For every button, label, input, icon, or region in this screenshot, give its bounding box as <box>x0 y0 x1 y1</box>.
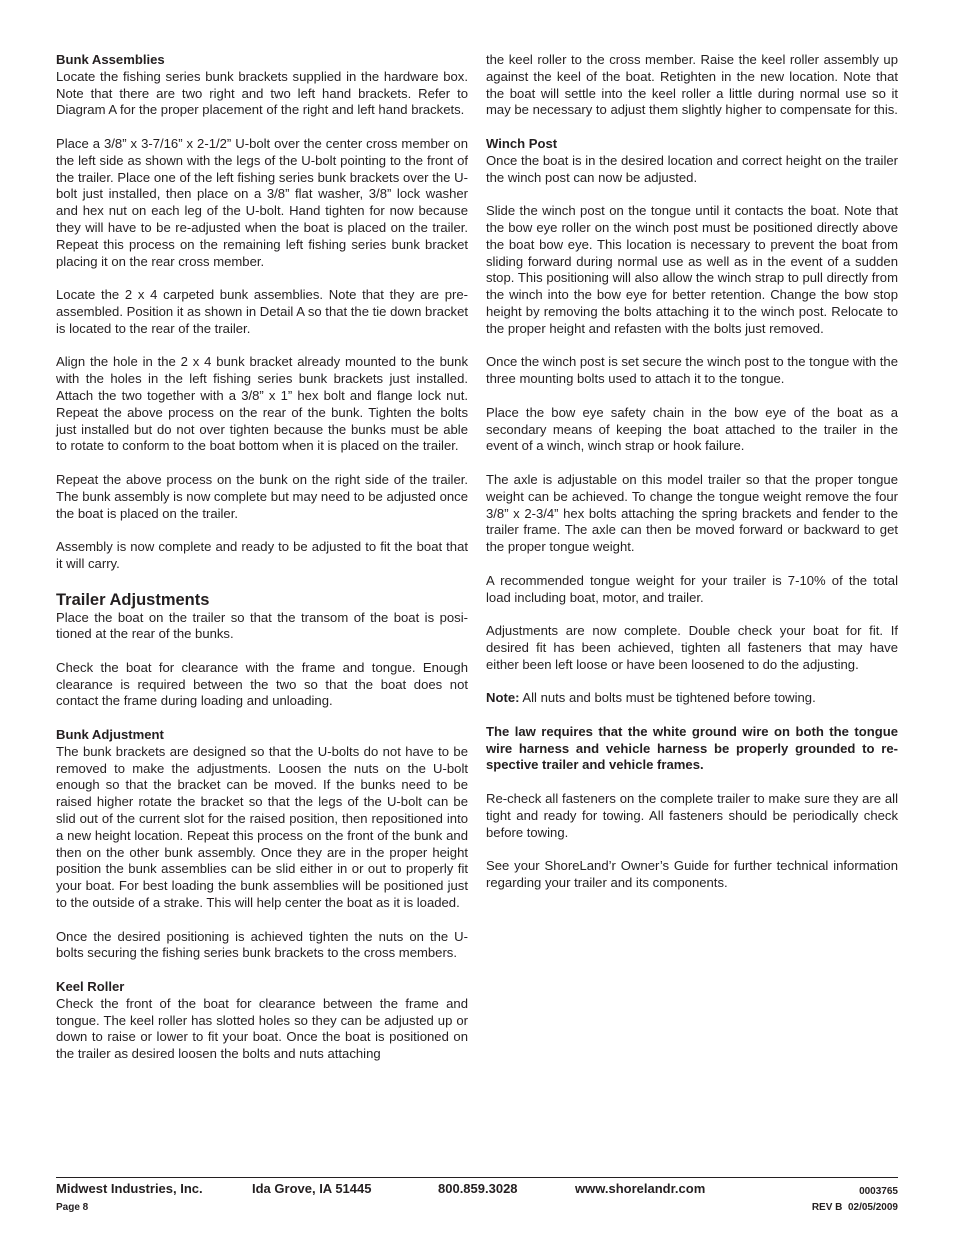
ground-wire-law-paragraph: The law requires that the white ground wire on both the tongue wire harness and vehicle harness be properly grounded to respective trailer and vehicle frames. <box>486 723 898 773</box>
bunk-assemblies-p4: Align the hole in the 2 x 4 bunk bracket already mounted to the bunk with the holes in the left fishing series bunk brackets just installed. Attach the two together with a 3/8” x 1” hex bolt and flange lock nut. Repeat the above process on the rear of the bunk. Tighten the bolts just installed but do not over tighten because the bunks must be able to rotate to conform to the boat bottom when it is placed on the trailer. <box>56 354 468 454</box>
winch-post-p4: Place the bow eye safety chain in the bow eye of the boat as a secondary means of keeping the boat attached to the trailer in the event of a winch, winch strap or hook failure. <box>486 404 898 454</box>
bunk-assemblies-p5: Repeat the above process on the bunk on the right side of the trailer. The bunk assembly is now complete but may need to be adjusted once the boat is placed on the trailer. <box>56 471 468 521</box>
tongue-weight-paragraph: A recommended tongue weight for your trailer is 7-10% of the total load including boat, motor, and trailer. <box>486 572 898 605</box>
bunk-assemblies-p6: Assembly is now complete and ready to be adjusted to fit the boat that it will carry. <box>56 539 468 571</box>
axle-adjustment-paragraph: The axle is adjustable on this model trailer so that the proper tongue weight can be achieved. To change the tongue weight remove the four 3/8” x 2-3/4” hex bolts attaching the spring brackets and fender to the trailer frame. The axle can then be moved forward or backward to get the proper tongue weight. <box>486 471 898 555</box>
winch-post-p1: Once the boat is in the desired location and correct height on the trailer the winch post can now be adjusted. <box>486 152 898 185</box>
winch-post-p2: Slide the winch post on the tongue until it contacts the boat. Note that the bow eye roller on the winch post must be positioned directly above the boat bow eye. This location is necessary to prevent the boat from sliding forward during normal use as well as in the event of a sudden stop. This positioning will also allow the winch strap to pull directly from the winch into the bow eye for better retention. Change the bow stop height by removing the bolts attaching it to the winch post. Relocate to the proper height and refasten with the bolts just removed. <box>486 203 898 336</box>
left-column <box>56 52 468 1063</box>
note-text: All nuts and bolts must be tightened before towing. <box>519 690 816 706</box>
footer-page-number: Page 8 <box>56 1202 89 1213</box>
trailer-adjustments-p1: Place the boat on the trailer so that the transom of the boat is positioned at the rear of the bunks. <box>56 609 468 642</box>
footer-rule <box>56 1177 898 1178</box>
bunk-adjustment-heading: Bunk Adjustment <box>56 727 164 743</box>
bunk-adjustment-p1: The bunk brackets are designed so that the U-bolts do not have to be removed to make the adjustments. Loosen the nuts on the U-bolt enough so that the bracket can be moved. If the bunks need to be raised higher rotate the bracket so that the legs of the U-bolt can be slid out of the current slot for the raised position, then repositioned into a new height location. Repeat this process on the front of the bunk and then on the other bunk assembly. Once they are in the proper height position the bunk assemblies can be slid either in or out to properly fit your boat. For best loading the bunk assemblies will be positioned just to the outside of a strake. This will help center the boat as it is loaded. <box>56 743 468 911</box>
keel-roller-heading: Keel Roller <box>56 979 125 995</box>
footer-website: www.shorelandr.com <box>575 1181 706 1196</box>
bunk-adjustment-p2: Once the desired positioning is achieved tighten the nuts on the U-bolts securing the fishing series bunk brackets to the cross members. <box>56 928 468 961</box>
winch-post-heading: Winch Post <box>486 135 558 151</box>
trailer-adjustments-p2: Check the boat for clearance with the frame and tongue. Enough clearance is required between the two so that the boat does not contact the frame during loading and unloading. <box>56 659 468 709</box>
bunk-assemblies-p2: Place a 3/8” x 3-7/16” x 2-1/2” U-bolt over the center cross member on the left side as shown with the legs of the U-bolt pointing to the front of the trailer. Place one of the left fishing series bunk brackets over the U-bolt just installed, then place on a 3/8” flat washer, 3/8” lock washer and hex nut on each leg of the U-bolt. Hand tighten for now because they will have to be re-adjusted when the boat is placed on the trailer. Repeat this process on the remaining left fishing series bunk bracket placing it on the rear cross member. <box>56 135 468 269</box>
footer-company: Midwest Industries, Inc. <box>56 1181 203 1196</box>
footer-city: Ida Grove, IA 51445 <box>252 1181 372 1196</box>
keel-roller-p1: Check the front of the boat for clearance between the frame and tongue. The keel roller has slotted holes so they can be adjusted up or down to raise or lower to fit your boat. Once the boat is positioned on the trailer as desired loosen the bolts and nuts attaching <box>56 995 468 1062</box>
bunk-assemblies-p1: Locate the fishing series bunk brackets supplied in the hardware box. Note that there are two right and two left hand brackets. Refer to Diagram A for the proper placement of the right and left hand brackets. <box>56 68 468 118</box>
right-column <box>486 52 898 909</box>
note-label: Note: <box>486 690 520 706</box>
note-paragraph <box>486 690 898 707</box>
footer-phone: 800.859.3028 <box>438 1181 518 1196</box>
trailer-adjustments-heading: Trailer Adjustments <box>56 590 210 609</box>
winch-post-p3: Once the winch post is set secure the winch post to the tongue with the three mounting bolts used to attach it to the tongue. <box>486 354 898 387</box>
owners-guide-paragraph: See your ShoreLand’r Owner’s Guide for further technical information regarding your trailer and its components. <box>486 858 898 891</box>
footer-revision: REV B 02/05/2009 <box>811 1202 898 1213</box>
recheck-fasteners-paragraph: Re-check all fasteners on the complete trailer to make sure they are all tight and ready for towing. All fasteners should be periodically check before towing. <box>486 791 898 840</box>
bunk-assemblies-p3: Locate the 2 x 4 carpeted bunk assemblies. Note that they are pre-assembled. Position it as shown in Detail A so that the tie down bracket is located to the rear of the trailer. <box>56 287 468 336</box>
keel-roller-continued: the keel roller to the cross member. Raise the keel roller assembly up against the keel of the boat. Retighten in the new location. Note that the boat will settle into the keel roller a little during normal use so it may be necessary to adjust them slightly higher to compensate for this. <box>486 52 898 118</box>
bunk-assemblies-heading: Bunk Assemblies <box>56 52 165 67</box>
adjustments-complete-paragraph: Adjustments are now complete. Double check your boat for fit. If desired fit has been achieved, tighten all fasteners that may have either been left loose or have been loosened to do the adjusting. <box>486 623 898 672</box>
footer-doc-number: 0003765 <box>859 1186 898 1197</box>
